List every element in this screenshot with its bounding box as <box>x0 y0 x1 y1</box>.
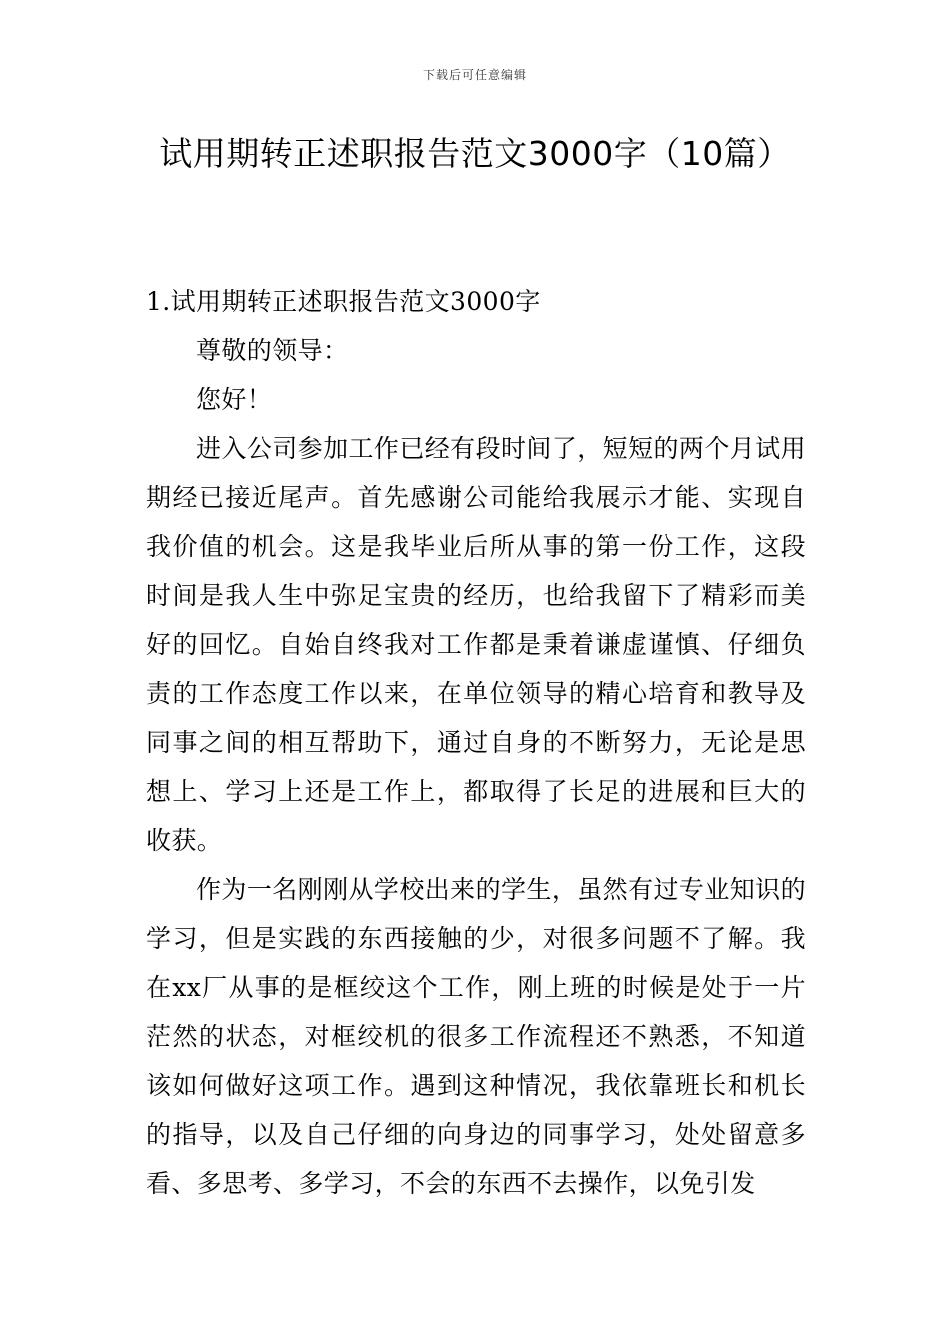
section-heading: 1.试用期转正述职报告范文3000字 <box>146 287 541 316</box>
document-body <box>146 277 806 1208</box>
salutation: 尊敬的领导： <box>196 336 349 365</box>
greeting: 您好！ <box>196 385 273 414</box>
document-title: 试用期转正述职报告范文3000字（10篇） <box>159 134 791 173</box>
header-note: 下载后可任意编辑 <box>422 68 527 82</box>
body-paragraph: 进入公司参加工作已经有段时间了，短短的两个月试用期经已接近尾声。首先感谢公司能给我展示才能、实现自我价值的机会。这是我毕业后所从事的第一份工作，这段时间是我人生中弥足宝贵的经历，也给我留下了精彩而美好的回忆。自始自终我对工作都是秉着谦虚谨慎、仔细负责的工作态度工作以来，在单位领导的精心培育和教导及同事之间的相互帮助下，通过自身的不断努力，无论是思想上、学习上还是工作上，都取得了长足的进展和巨大的收获。 <box>146 434 806 855</box>
body-paragraph: 作为一名刚刚从学校出来的学生，虽然有过专业知识的学习，但是实践的东西接触的少，对很多问题不了解。我在xx厂从事的是框绞这个工作，刚上班的时候是处于一片茫然的状态，对框绞机的很多工作流程还不熟悉，不知道该如何做好这项工作。遇到这种情况，我依靠班长和机长的指导，以及自己仔细的向身边的同事学习，处处留意多看、多思考、多学习，不会的东西不去操作，以免引发 <box>146 875 806 1198</box>
